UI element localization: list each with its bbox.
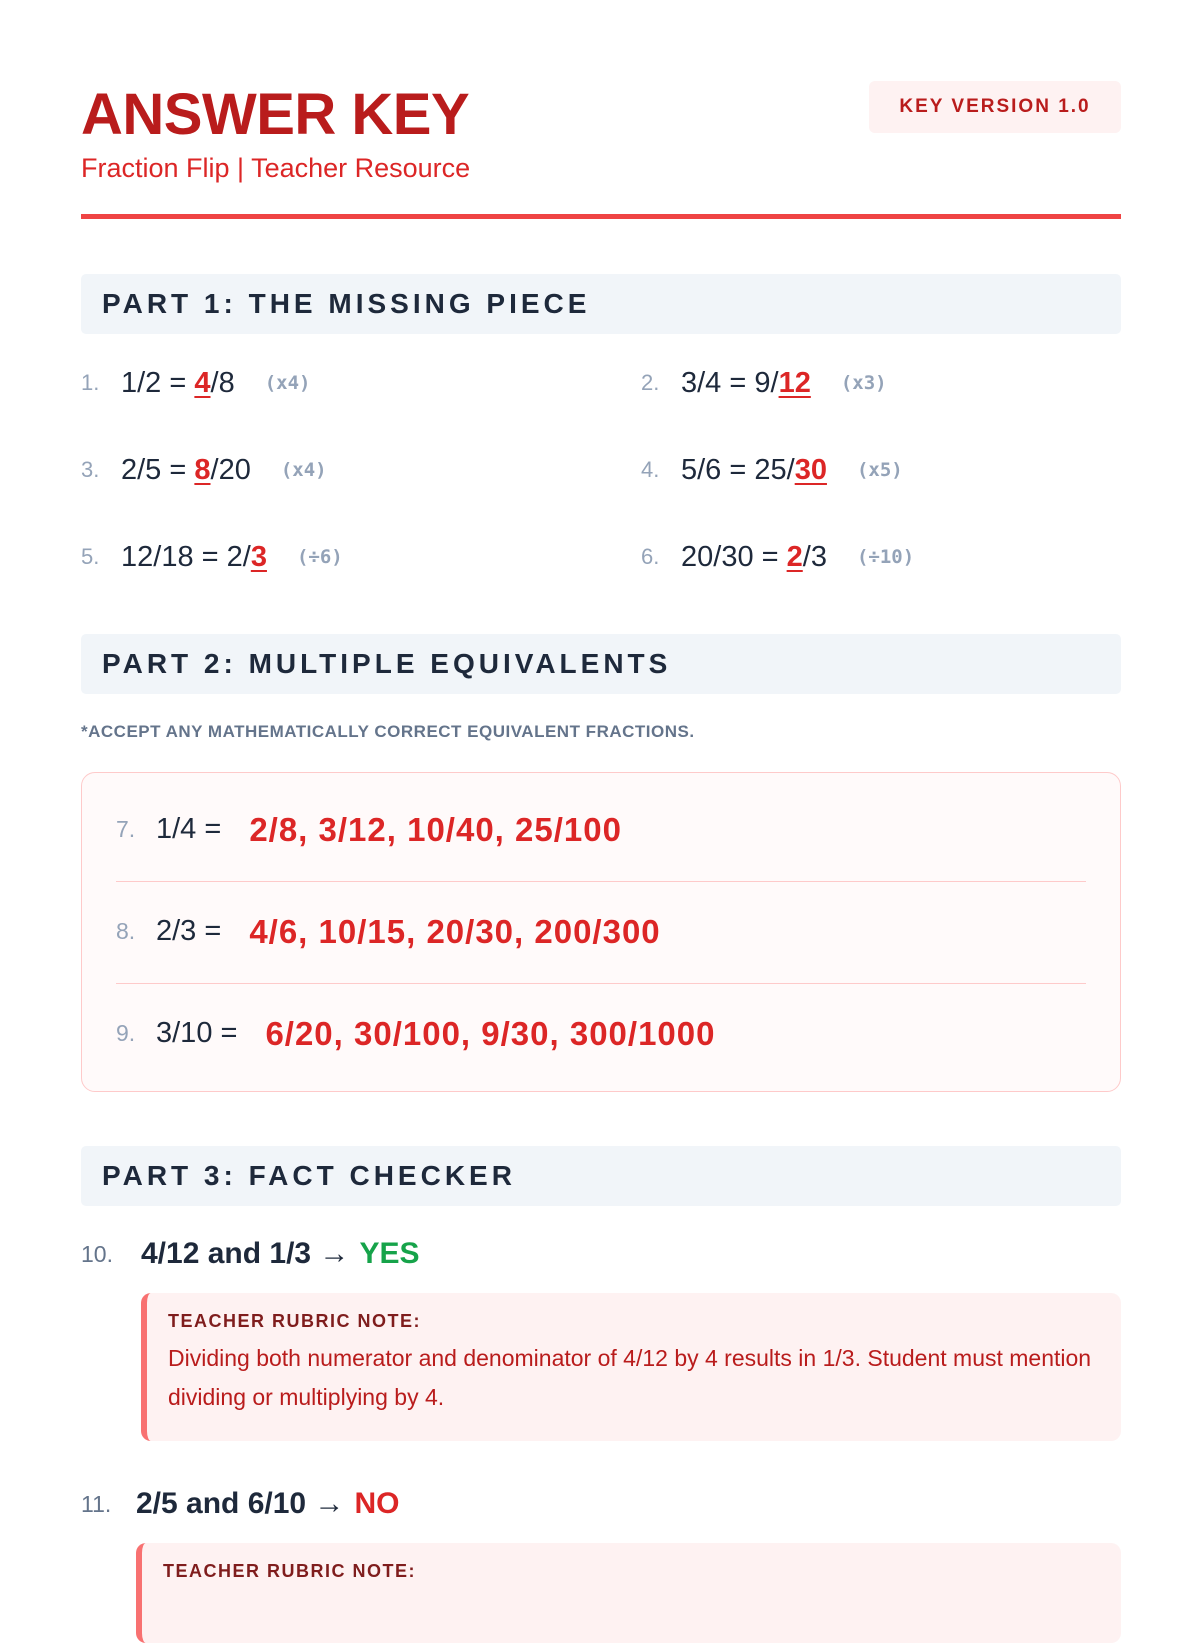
item-verdict: NO bbox=[354, 1487, 400, 1520]
item-operation: (÷10) bbox=[856, 546, 915, 568]
item-answers: 2/8, 3/12, 10/40, 25/100 bbox=[249, 810, 622, 848]
item-question-start: 12/18 = 2/ bbox=[121, 540, 251, 573]
item-number: 5. bbox=[81, 544, 100, 569]
item-question-start: 2/5 = bbox=[121, 453, 195, 486]
item-operation: (x3) bbox=[840, 372, 887, 394]
item-question: 3/10 = bbox=[156, 1017, 238, 1049]
part2-item-9 bbox=[116, 983, 1086, 1084]
part1-header bbox=[81, 274, 1121, 334]
item-question: 4/12 and 1/3 → bbox=[141, 1237, 350, 1270]
item-number: 8. bbox=[116, 918, 136, 944]
item-operation: (x5) bbox=[856, 459, 903, 481]
item-answer: 8 bbox=[194, 453, 211, 486]
item-answers: 4/6, 10/15, 20/30, 200/300 bbox=[249, 912, 661, 950]
item-number: 6. bbox=[641, 544, 660, 569]
item-question: 1/4 = bbox=[156, 813, 222, 845]
item-number: 11. bbox=[81, 1490, 112, 1517]
item-operation: (÷6) bbox=[296, 546, 343, 568]
rubric-label: TEACHER RUBRIC NOTE: bbox=[168, 1311, 421, 1331]
part1-item-4 bbox=[641, 450, 903, 490]
part3-item-10 bbox=[81, 1234, 419, 1274]
item-answer: 3 bbox=[250, 540, 267, 573]
version-badge: KEY VERSION 1.0 bbox=[869, 81, 1121, 133]
part2-answer-card bbox=[81, 772, 1121, 1092]
item-question-start: 1/2 = bbox=[121, 366, 195, 399]
item-number: 7. bbox=[116, 816, 136, 842]
part2-header bbox=[81, 634, 1121, 694]
item-question-end: /20 bbox=[210, 453, 251, 486]
part2-note: *ACCEPT ANY MATHEMATICALLY CORRECT EQUIVALENT FRACTIONS. bbox=[81, 722, 695, 741]
part1-item-2 bbox=[641, 363, 887, 403]
part1-heading: PART 1: THE MISSING PIECE bbox=[102, 288, 591, 319]
item-answer: 12 bbox=[778, 366, 811, 399]
item-answers: 6/20, 30/100, 9/30, 300/1000 bbox=[265, 1014, 716, 1052]
part1-item-3 bbox=[81, 450, 327, 490]
item-question-end: /3 bbox=[802, 540, 827, 573]
item-number: 4. bbox=[641, 457, 660, 482]
page-subtitle: Fraction Flip | Teacher Resource bbox=[81, 153, 471, 183]
item-answer: 4 bbox=[194, 366, 211, 399]
part3-item-11 bbox=[81, 1484, 399, 1524]
item-number: 1. bbox=[81, 370, 100, 395]
item-question-start: 3/4 = 9/ bbox=[681, 366, 779, 399]
part1-item-1 bbox=[81, 363, 310, 403]
header-divider bbox=[81, 214, 1121, 219]
rubric-note bbox=[136, 1543, 1121, 1643]
item-number: 9. bbox=[116, 1020, 136, 1046]
item-number: 3. bbox=[81, 457, 100, 482]
part1-item-5 bbox=[81, 537, 343, 577]
item-question: 2/5 and 6/10 → bbox=[136, 1487, 345, 1520]
part1-item-6 bbox=[641, 537, 914, 577]
item-question-start: 20/30 = bbox=[681, 540, 787, 573]
item-number: 10. bbox=[81, 1240, 113, 1267]
rubric-label: TEACHER RUBRIC NOTE: bbox=[163, 1561, 416, 1581]
rubric-text: Dividing both numerator and denominator of 4/12 by 4 results in 1/3. Student must mention dividing or multiplying by 4. bbox=[168, 1345, 1092, 1410]
part2-item-8 bbox=[116, 881, 1086, 982]
item-number: 2. bbox=[641, 370, 660, 395]
part3-header bbox=[81, 1146, 1121, 1206]
page-title: ANSWER KEY bbox=[81, 82, 470, 147]
item-operation: (x4) bbox=[280, 459, 327, 481]
rubric-note bbox=[141, 1293, 1121, 1441]
item-answer: 2 bbox=[786, 540, 803, 573]
item-verdict: YES bbox=[359, 1237, 420, 1270]
part2-item-7 bbox=[116, 779, 1086, 880]
part2-heading: PART 2: MULTIPLE EQUIVALENTS bbox=[102, 648, 672, 679]
item-operation: (x4) bbox=[264, 372, 311, 394]
item-question: 2/3 = bbox=[156, 915, 222, 947]
part3-heading: PART 3: FACT CHECKER bbox=[102, 1160, 516, 1191]
item-question-end: /8 bbox=[210, 366, 235, 399]
item-question-start: 5/6 = 25/ bbox=[681, 453, 795, 486]
item-answer: 30 bbox=[794, 453, 827, 486]
